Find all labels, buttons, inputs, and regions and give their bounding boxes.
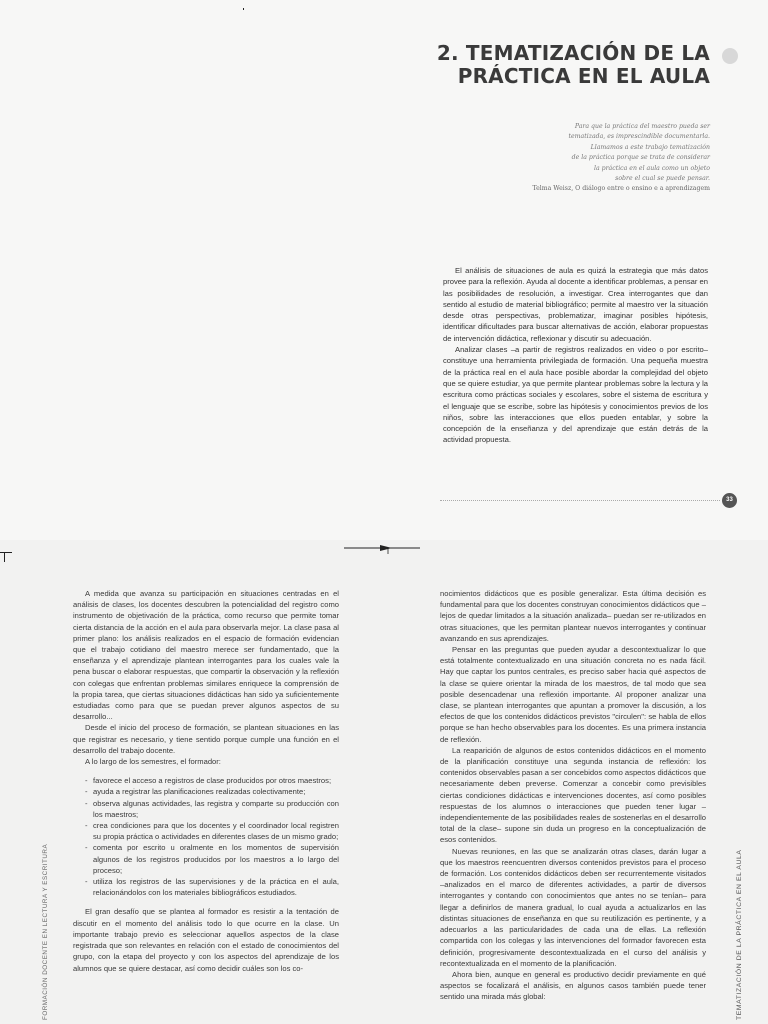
body-paragraph: Ahora bien, aunque en general es productivo decidir previamente en qué aspectos se focalizará el análisis, en algunos casos también puede tener sentido una mirada más global:	[440, 969, 706, 1002]
chapter-ornament-icon	[722, 48, 738, 64]
epigraph	[480, 122, 710, 195]
page-number: 33	[722, 493, 737, 508]
registration-mark	[0, 543, 768, 555]
left-column	[73, 588, 339, 974]
list-item: - favorece el acceso a registros de clase producidos por otros maestros;	[87, 775, 339, 786]
epigraph-line: de la práctica porque se trata de considerar	[571, 154, 710, 162]
chapter-title-line2: PRÁCTICA EN EL AULA	[457, 64, 710, 88]
body-paragraph: A lo largo de los semestres, el formador:	[85, 757, 221, 767]
body-paragraph: El gran desafío que se plantea al formador es resistir a la tentación de discutir en el momento del análisis todo lo que ocurre en la clase. Un importante trabajo previo es seleccionar aquellos aspectos de la clase registrada que son relevantes en relación con el estado de conocimientos del grupo, con la etapa del proyecto y con los aspectos del aprendizaje de los alumnos que se quiere destacar, así como decidir cuáles son los co-	[73, 907, 339, 973]
footer-rule	[440, 500, 720, 501]
body-paragraph: A medida que avanza su participación en situaciones centradas en el análisis de clases, los docentes descubren la potencialidad del registro como instrumento de objetivación de la práctica, como recurso que permite tomar cierta distancia de la acción en el aula para observarla mejor. La clase pasa al primer plano: los análisis realizados en el espacio de formación evidencian que el trabajo cotidiano del maestro merece ser fundamentado, que la enseñanza y el aprendizaje plantean interrogantes para los cuales vale la pena buscar o elaborar respuestas, que compartir la observación y la reflexión con colegas que enfrentan problemas similares enriquece la comprensión de la propia tarea, que ciertas situaciones didácticas han sido ya suficientemente estudiadas como para que se puedan prever algunos aspectos de su desarrollo...	[73, 589, 339, 722]
list-item: - comenta por escrito u oralmente en los momentos de supervisión algunos de los registros producidos por los maestros a lo largo del proceso;	[87, 842, 339, 876]
chapter-title	[437, 42, 710, 88]
intro-paragraph: Analizar clases –a partir de registros realizados en video o por escrito– constituye una herramienta privilegiada de formación. Una pequeña muestra de la práctica real en el aula hace posible abordar la complejidad del objeto que se quiere estudiar, ya que permite plantear problemas sobre la lectura y la escritura como prácticas sociales y escolares, sobre el sistema de escritura y el lenguaje que se escribe, sobre las hipótesis y conocimientos previos de los niños, sobre las interacciones que ellos pueden entablar, y sobre la concepción de la enseñanza y del aprendizaje que están detrás de la actividad propuesta.	[443, 345, 708, 445]
epigraph-line: Llamamos a este trabajo tematización	[590, 143, 710, 151]
body-paragraph: Pensar en las preguntas que pueden ayudar a descontextualizar lo que está totalmente contextualizado en una situación concreta no es nada fácil. Hay que captar los puntos centrales, es preciso saber hacia qué aspectos de la clase se quiere orientar la mirada de los maestros, de tal modo que sea posible desencadenar una reflexión importante. Al proponer analizar una clase, se plantean interrogantes que apuntan a promover la discusión, a los efectos de que los contenidos didácticos previstos "circulen": se habla de ellos porque se han hecho observables para los docentes. Es una primera instancia de reflexión.	[440, 645, 706, 744]
body-paragraph: Nuevas reuniones, en las que se analizarán otras clases, darán lugar a que los maestros reencuentren diversos contenidos previstos para el proceso de formación. Los contenidos didácticos deben ser recurrentemente visitados –analizados en el marco de diferentes actividades, a partir de diversos interrogantes y contando con conocimientos que antes no se tenían– para llegar a definirlos de manera gradual, lo cual ayuda a actualizarlos en las distintas situaciones de enseñanza en que su reutilización es pertinente, y a adecuarlos a las particularidades de cada una de ellas. La reflexión compartida con los colegas y las intervenciones del formador favorecen esta definición, progresivamente descontextualizada en el curso del análisis y recontextualizada en el momento de la planificación.	[440, 846, 706, 968]
body-paragraph: Desde el inicio del proceso de formación, se plantean situaciones en las que registrar es necesario, y tiene sentido porque cumple una función en el desarrollo del trabajo docente.	[73, 723, 339, 755]
intro-text	[443, 265, 708, 446]
epigraph-line: Para que la práctica del maestro pueda ser	[574, 123, 710, 130]
chapter-title-line1: 2. TEMATIZACIÓN DE LA	[436, 41, 710, 65]
list-item: - observa algunas actividades, las registra y comparte su producción con los maestros;	[87, 798, 339, 820]
formador-list	[73, 775, 339, 898]
list-item: - ayuda a registrar las planificaciones realizadas colectivamente;	[87, 786, 339, 797]
epigraph-source: Telma Weisz, O diálogo entre o ensino e a aprendizagem	[532, 185, 710, 193]
right-column	[440, 588, 706, 1003]
list-item: - crea condiciones para que los docentes y el coordinador local registren su propia práctica o actividades en diferentes clases de un mismo grado;	[87, 820, 339, 842]
body-paragraph: nocimientos didácticos que es posible generalizar. Esta última decisión es fundamental para que los docentes construyan conocimientos didácticos que –lejos de quedar limitados a la situación analizada– puedan ser re-utilizados en otras situaciones, que les permitan plantear nuevos interrogantes y continuar avanzando en sus aprendizajes.	[440, 589, 706, 643]
running-head-right: TEMATIZACIÓN DE LA PRÁCTICA EN EL AULA	[736, 849, 743, 1020]
epigraph-line: la práctica en el aula como un objeto	[594, 164, 710, 172]
body-paragraph: La reaparición de algunos de estos contenidos didácticos en el momento de la planificación constituye una segunda instancia de reflexión: los contenidos observables pasan a ser concebidos como aspectos didácticos que necesariamente deben preverse. Comenzar a concebir como previsibles ciertas condiciones didácticas e intervenciones docentes, así como posibles respuestas de los alumnos o interacciones que pueden tener lugar –independientemente de las posibilidades reales de sostenerlas en el desarrollo total de la clase– supone sin duda un progreso en la conceptualización de esos contenidos.	[440, 745, 706, 845]
running-head-left: FORMACIÓN DOCENTE EN LECTURA Y ESCRITURA	[42, 843, 49, 1020]
list-item: - utiliza los registros de las supervisiones y de la práctica en el aula, relacionándolos con los materiales bibliográficos estudiados.	[87, 876, 339, 898]
epigraph-line: tematizada, es imprescindible documentarla.	[568, 133, 710, 141]
crop-mark	[243, 8, 244, 10]
intro-paragraph: El análisis de situaciones de aula es quizá la estrategia que más datos provee para la reflexión. Ayuda al docente a identificar problemas, a pensar en las posibilidades de resolución, a investigar. Crea interrogantes que dan sentido al estudio de material bibliográfico; permite al maestro ver la situación desde otras perspectivas, problematizar, imaginar posibles hipótesis, identificar dificultades para buscar alternativas de acción, elaborar propuestas de intervención didáctica, reflexionar y discutir su adecuación.	[443, 266, 708, 343]
epigraph-line: sobre el cual se puede pensar.	[615, 175, 710, 183]
